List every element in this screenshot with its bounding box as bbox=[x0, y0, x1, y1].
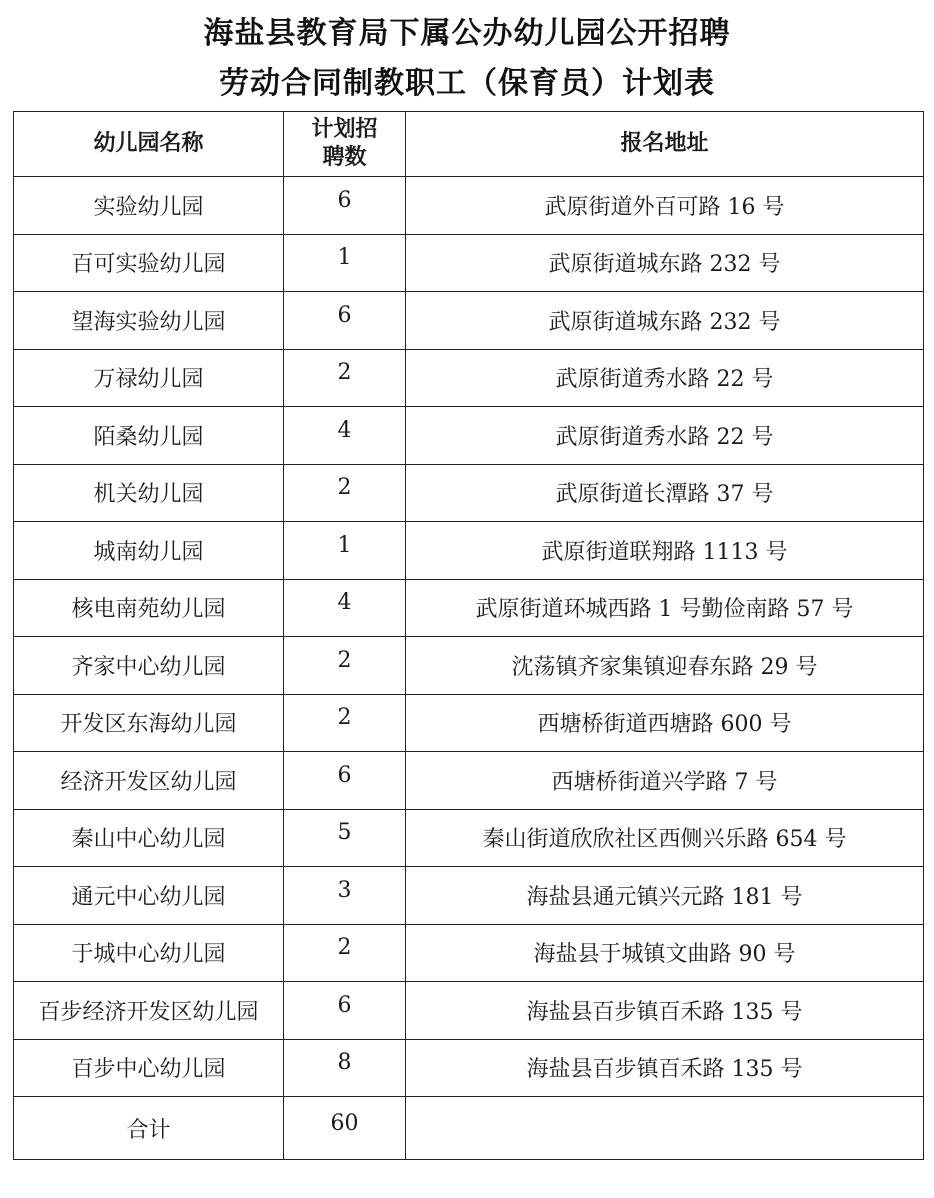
table-row bbox=[14, 464, 924, 522]
registration-address: 武原街道城东路 232 号 bbox=[406, 234, 924, 292]
registration-address: 秦山街道欣欣社区西侧兴乐路 654 号 bbox=[406, 809, 924, 867]
registration-address: 武原街道环城西路 1 号勤俭南路 57 号 bbox=[406, 579, 924, 637]
registration-address: 海盐县通元镇兴元路 181 号 bbox=[406, 867, 924, 925]
planned-count: 2 bbox=[337, 705, 352, 731]
table-row bbox=[14, 924, 924, 982]
planned-count: 2 bbox=[337, 647, 352, 673]
kindergarten-name: 机关幼儿园 bbox=[14, 464, 284, 522]
table-row bbox=[14, 522, 924, 580]
total-address bbox=[406, 1097, 924, 1160]
table-row bbox=[14, 694, 924, 752]
registration-address: 海盐县百步镇百禾路 135 号 bbox=[406, 1039, 924, 1097]
planned-count-cell bbox=[284, 177, 406, 235]
planned-count-cell bbox=[284, 292, 406, 350]
kindergarten-name: 通元中心幼儿园 bbox=[14, 867, 284, 925]
recruitment-plan-table bbox=[13, 111, 924, 1160]
registration-address: 武原街道长潭路 37 号 bbox=[406, 464, 924, 522]
planned-count: 3 bbox=[337, 877, 352, 903]
planned-count-cell bbox=[284, 522, 406, 580]
planned-count: 4 bbox=[337, 590, 352, 616]
total-count: 60 bbox=[330, 1110, 359, 1136]
table-header-row bbox=[14, 112, 924, 177]
kindergarten-name: 望海实验幼儿园 bbox=[14, 292, 284, 350]
planned-count: 2 bbox=[337, 475, 352, 501]
registration-address: 武原街道外百可路 16 号 bbox=[406, 177, 924, 235]
planned-count-cell bbox=[284, 349, 406, 407]
planned-count: 5 bbox=[337, 820, 352, 846]
planned-count-cell bbox=[284, 694, 406, 752]
kindergarten-name: 百可实验幼儿园 bbox=[14, 234, 284, 292]
planned-count: 1 bbox=[337, 245, 352, 271]
planned-count: 6 bbox=[337, 187, 352, 213]
registration-address: 武原街道城东路 232 号 bbox=[406, 292, 924, 350]
planned-count-cell bbox=[284, 809, 406, 867]
registration-address: 武原街道秀水路 22 号 bbox=[406, 407, 924, 465]
planned-count: 6 bbox=[337, 302, 352, 328]
planned-count: 6 bbox=[337, 992, 352, 1018]
planned-count: 4 bbox=[337, 417, 352, 443]
document-title-line2: 劳动合同制教职工（保育员）计划表 bbox=[219, 66, 715, 101]
kindergarten-name: 经济开发区幼儿园 bbox=[14, 752, 284, 810]
table-row bbox=[14, 1039, 924, 1097]
planned-count: 2 bbox=[337, 360, 352, 386]
table-row bbox=[14, 579, 924, 637]
registration-address: 海盐县百步镇百禾路 135 号 bbox=[406, 982, 924, 1040]
planned-count-cell bbox=[284, 464, 406, 522]
kindergarten-name: 核电南苑幼儿园 bbox=[14, 579, 284, 637]
planned-count-cell bbox=[284, 579, 406, 637]
total-count-cell bbox=[284, 1097, 406, 1160]
planned-count-cell bbox=[284, 867, 406, 925]
kindergarten-name: 陌桑幼儿园 bbox=[14, 407, 284, 465]
registration-address: 西塘桥街道兴学路 7 号 bbox=[406, 752, 924, 810]
table-row bbox=[14, 407, 924, 465]
table-row bbox=[14, 867, 924, 925]
table-total-row bbox=[14, 1097, 924, 1160]
kindergarten-name: 百步经济开发区幼儿园 bbox=[14, 982, 284, 1040]
planned-count: 1 bbox=[337, 532, 352, 558]
planned-count-cell bbox=[284, 982, 406, 1040]
planned-count-cell bbox=[284, 637, 406, 695]
header-planned-count-line1: 计划招 bbox=[311, 117, 378, 142]
planned-count-cell bbox=[284, 407, 406, 465]
total-label: 合计 bbox=[14, 1097, 284, 1160]
planned-count: 6 bbox=[337, 762, 352, 788]
planned-count-cell bbox=[284, 1039, 406, 1097]
planned-count-cell bbox=[284, 752, 406, 810]
registration-address: 海盐县于城镇文曲路 90 号 bbox=[406, 924, 924, 982]
kindergarten-name: 百步中心幼儿园 bbox=[14, 1039, 284, 1097]
kindergarten-name: 齐家中心幼儿园 bbox=[14, 637, 284, 695]
registration-address: 西塘桥街道西塘路 600 号 bbox=[406, 694, 924, 752]
registration-address: 武原街道联翔路 1113 号 bbox=[406, 522, 924, 580]
planned-count: 8 bbox=[337, 1050, 352, 1076]
header-registration-address: 报名地址 bbox=[406, 112, 924, 177]
table-row bbox=[14, 809, 924, 867]
document-title-line1: 海盐县教育局下属公办幼儿园公开招聘 bbox=[203, 16, 731, 51]
kindergarten-name: 开发区东海幼儿园 bbox=[14, 694, 284, 752]
table-row bbox=[14, 982, 924, 1040]
planned-count-cell bbox=[284, 924, 406, 982]
table-row bbox=[14, 292, 924, 350]
table-row bbox=[14, 234, 924, 292]
kindergarten-name: 万禄幼儿园 bbox=[14, 349, 284, 407]
kindergarten-name: 城南幼儿园 bbox=[14, 522, 284, 580]
table-row bbox=[14, 752, 924, 810]
table-row bbox=[14, 177, 924, 235]
planned-count-cell bbox=[284, 234, 406, 292]
table-row bbox=[14, 637, 924, 695]
table-row bbox=[14, 349, 924, 407]
registration-address: 沈荡镇齐家集镇迎春东路 29 号 bbox=[406, 637, 924, 695]
header-planned-count bbox=[284, 112, 406, 177]
header-kindergarten-name: 幼儿园名称 bbox=[14, 112, 284, 177]
kindergarten-name: 于城中心幼儿园 bbox=[14, 924, 284, 982]
registration-address: 武原街道秀水路 22 号 bbox=[406, 349, 924, 407]
planned-count: 2 bbox=[337, 935, 352, 961]
kindergarten-name: 实验幼儿园 bbox=[14, 177, 284, 235]
header-planned-count-line2: 聘数 bbox=[322, 145, 367, 170]
kindergarten-name: 秦山中心幼儿园 bbox=[14, 809, 284, 867]
